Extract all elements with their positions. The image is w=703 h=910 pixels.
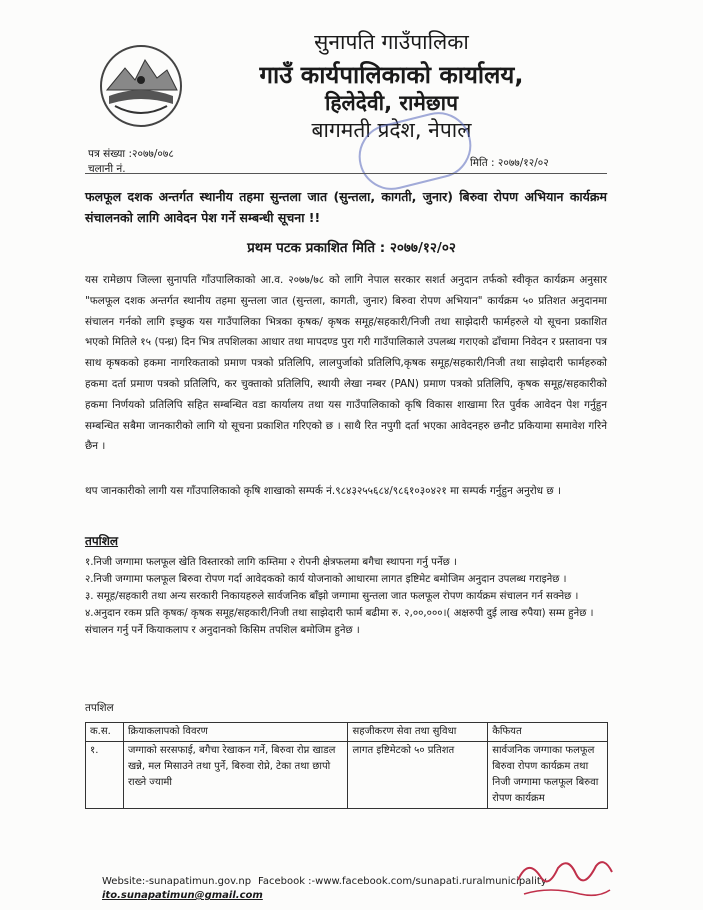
municipality-name: सुनापति गाउँपालिका bbox=[314, 30, 469, 54]
activity-table bbox=[85, 722, 608, 809]
issue-date: मिति : २०७७/१२/०२ bbox=[470, 157, 549, 169]
notice-body: यस रामेछाप जिल्ला सुनापति गाँउपालिकाको आ.व. २०७७/७८ को लागि नेपाल सरकार सशर्त अनुदान तर्फको स्वीकृत कार्यक्रम अनुसार "फलफूल दशक अन्तर्गत स्थानीय तहमा सुन्तला जात (सुन्तला, कागती, जुनार) बिरुवा रोपण अभियान" कार्यक्रम ५० प्रतिशत अनुदानमा संचालन गर्नको लागि इच्छुक यस गाउँपालिका भित्रका कृषक/ कृषक समूह/सहकारी/निजी तथा साझेदारी फार्महरुले यो सूचना प्रकाशित भएको मितिले १५ (पन्ध्र) दिन भित्र तपशिलका आधार तथा मापदण्ड पुरा गरी गाउँपालिकाले उपलब्ध गराएको ढाँचामा निवेदन र प्रस्तावना पत्र साथ कृषकको हकमा नागरिकताको प्रमाण पत्रको प्रतिलिपि, लालपुर्जाको प्रतिलिपि,कृषक समूह/सहकारी/निजी तथा साझेदारी फार्महरुको हकमा दर्ता प्रमाण पत्रको प्रतिलिपि, कर चुक्ताको प्रतिलिपि, स्थायी लेखा नम्बर (PAN) प्रमाण पत्रको प्रतिलिपि, कृषक समूह/सहकारीको हकमा निर्णयको प्रतिलिपि सहित सम्बन्धित वडा कार्यालय तथा यस गाउँपालिकाको कृषि विकास शाखामा रित पुर्वक आवेदन पेश गर्नुहुन सम्बन्धित सबैमा जानकारीको लागि यो सूचना प्रकाशित गरिएको छ । साथै रित नपुगी दर्ता भएका आवेदनहरु छनौट प्रकियामा समावेश गरिने छैन । bbox=[85, 274, 607, 453]
table-header: क.स. bbox=[86, 723, 124, 742]
list-item: ३. समूह/सहकारी तथा अन्य सरकारी निकायहरुले सार्वजनिक बाँझो जग्गामा सुन्तला जात फलफूल रोपण कार्यक्रम संचालन गर्न सक्नेछ । bbox=[85, 591, 579, 602]
table-header-row bbox=[86, 723, 608, 742]
published-date: प्रथम पटक प्रकाशित मिति : २०७७/१२/०२ bbox=[247, 240, 456, 256]
office-address: हिलेदेवी, रामेछाप bbox=[324, 91, 459, 115]
table-header: कैफियत bbox=[488, 723, 608, 742]
list-item: २.निजी जग्गामा फलफूल बिरुवा रोपण गर्दा आवेदकको कार्य योजनाको आधारमा लागत इष्टिमेट बमोजिम अनुदान उपलब्ध गराइनेछ । bbox=[85, 574, 567, 585]
footer-facebook: Facebook :-www.facebook.com/sunapati.ruralmunicipality bbox=[258, 876, 547, 887]
reference-number: पत्र संख्या :२०७७/०७८ bbox=[88, 148, 174, 160]
notice-subject: फलफूल दशक अन्तर्गत स्थानीय तहमा सुन्तला जात (सुन्तला, कागती, जुनार) बिरुवा रोपण अभियान कार्यक्रम संचालनको लागि आवेदन पेश गर्ने सम्बन्धी सूचना !! bbox=[85, 189, 607, 225]
details-heading: तपशिल bbox=[85, 534, 119, 548]
table-cell: लागत इष्टिमेटको ५० प्रतिशत bbox=[348, 742, 488, 809]
table-cell: जग्गाको सरसफाई, बगैचा रेखाकन गर्ने, बिरुवा रोप्न खाडल खन्ने, मल मिसाउने तथा पुर्ने, बिरुवा रोप्ने, टेका तथा छापो राख्ने ज्यामी bbox=[123, 742, 348, 809]
table-row bbox=[86, 742, 608, 809]
details-list bbox=[85, 554, 607, 639]
contact-paragraph: थप जानकारीको लागी यस गाँउपालिकाको कृषि शाखाको सम्पर्क नं.९८४३२५५६८४/९८६१०३०४२१ मा सम्पर्क गर्नुहुन अनुरोध छ । bbox=[85, 485, 561, 497]
province-country: बागमती प्रदेश, नेपाल bbox=[311, 118, 472, 142]
table-cell: सार्वजनिक जग्गाका फलफूल बिरुवा रोपण कार्यक्रम तथा निजी जग्गामा फलफूल बिरुवा रोपण कार्यक्रम bbox=[488, 742, 608, 809]
table-header: सहजीकरण सेवा तथा सुविधा bbox=[348, 723, 488, 742]
list-item: १.निजी जग्गामा फलफूल खेति विस्तारको लागि कम्तिमा २ रोपनी क्षेत्रफलमा बगैचा स्थापना गर्नु पर्नेछ । bbox=[85, 557, 457, 568]
header-divider bbox=[85, 173, 607, 174]
footer-website: Website:-sunapatimun.gov.np bbox=[102, 876, 252, 887]
footer-email: ito.sunapatimun@gmail.com bbox=[102, 890, 263, 901]
list-item: ४.अनुदान रकम प्रति कृषक/ कृषक समूह/सहकारी/निजी तथा साझेदारी फार्म बढीमा रु. २,००,०००।( अक्षरुपी दुई लाख रुपैया) सम्म हुनेछ । bbox=[85, 608, 594, 619]
table-header: क्रियाकलापको विवरण bbox=[123, 723, 348, 742]
table-label: तपशिल bbox=[85, 702, 114, 714]
list-item: संचालन गर्नु पर्ने कियाकलाप र अनुदानको किसिम तपशिल बमोजिम हुनेछ । bbox=[85, 625, 360, 636]
dispatch-number: चलानी नं. bbox=[88, 163, 126, 175]
handwritten-signature bbox=[510, 850, 620, 905]
office-name: गाउँ कार्यपालिकाको कार्यालय, bbox=[259, 61, 524, 89]
table-cell: १. bbox=[86, 742, 124, 809]
